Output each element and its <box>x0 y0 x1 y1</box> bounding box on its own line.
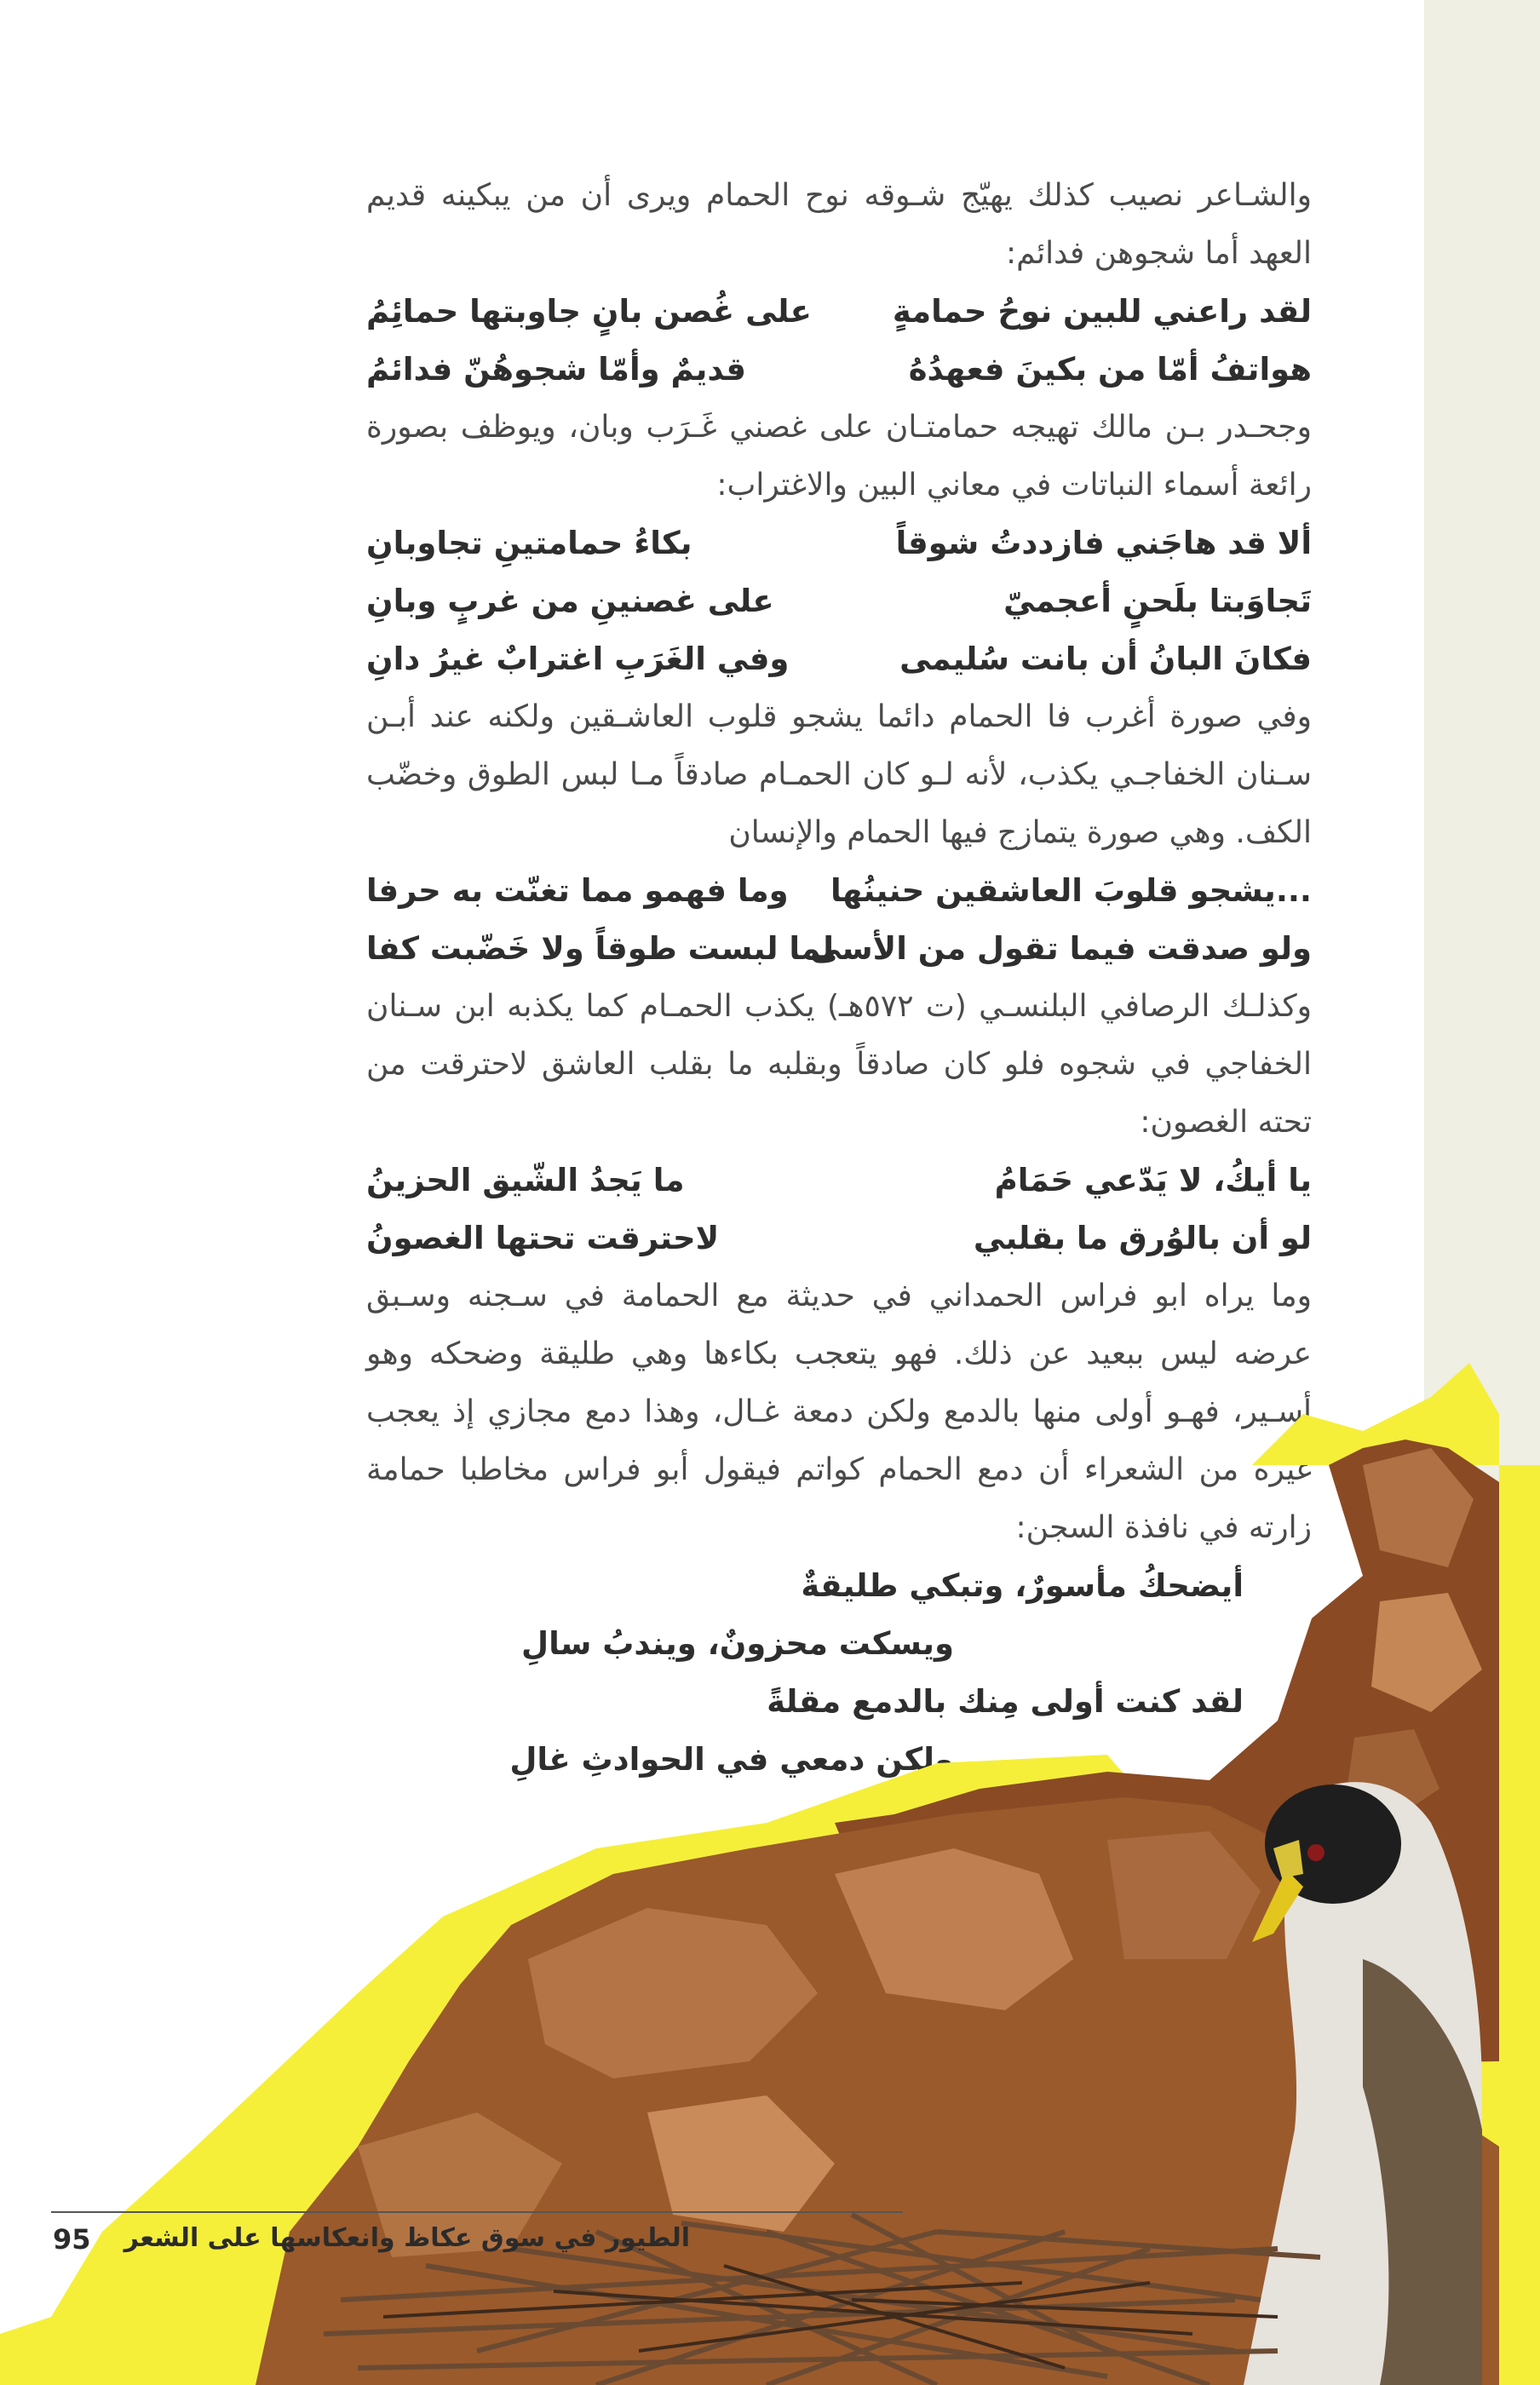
verse-line <box>366 514 1312 572</box>
verse-line <box>366 1210 1312 1267</box>
verse-line <box>366 920 1312 978</box>
paragraph: والشـاعر نصيب كذلك يهيّج شـوقه نوح الحمام ويرى أن من يبكينه قديم العهد أما شجوهن فدائم: <box>366 178 1312 271</box>
footer-rule <box>51 2211 903 2213</box>
paragraph: وكذلـك الرصافي البلنسـي (ت ٥٧٢هـ) يكذب الحمـام كما يكذبه ابن سـنان الخفاجي في شجوه فلو كان صادقاً وبقلبه ما بقلب العاشق لاحترقت من تحته الغصون: <box>366 989 1312 1140</box>
verse-hemistich-second: لما لبست طوقاً ولا خَضّبت كفا <box>366 930 834 967</box>
verse-hemistich-first: ألا قد هاجَني فازددتُ شوقاً <box>895 525 1312 561</box>
page-number: 95 <box>53 2223 91 2256</box>
verse-line <box>366 862 1312 920</box>
verse-hemistich-second: لاحترقت تحتها الغصونُ <box>366 1220 720 1256</box>
paragraph: وفي صورة أغرب فا الحمام دائما يشجو قلوب العاشـقين ولكنه عند أبـن سـنان الخفاجـي يكذب، لأنه لـو كان الحمـام صادقاً مـا لبس الطوق وخضّب الكف. وهي صورة يتمازج فيها الحمام والإنسان <box>366 699 1312 850</box>
verse-hemistich-first: فكانَ البانُ أن بانت سُليمى <box>899 641 1312 677</box>
paragraph: وما يراه ابو فراس الحمداني في حديثة مع الحمامة في سـجنه وسـبق عرضه ليس ببعيد عن ذلك. فهو يتعجب بكاءها وهي طليقة وضحكه وهو أسـير، فهـو أولى منها بالدمع ولكن دمعة غـال، وهذا دمع مجازي إذ يعجب غيره من الشعراء أن دمع الحمام كواتم فيقول أبو فراس مخاطبا حمامة زارته في نافذة السجن: <box>366 1279 1312 1545</box>
paragraph: وجحـدر بـن مالك تهيجه حمامتـان على غصني غَـرَب وبان، ويوظف بصورة رائعة أسماء النباتات في معاني البين والاغتراب: <box>366 410 1312 503</box>
verse-hemistich-first: يا أيكُ، لا يَدّعي حَمَامُ <box>994 1162 1312 1198</box>
verse-line <box>366 341 1312 399</box>
verse-hemistich-second: على غُصن بانٍ جاوبتها حمائِمُ <box>366 293 812 330</box>
verse-line <box>366 630 1312 688</box>
stanza-line: لقد كنت أولى مِنك بالدمع مقلةً <box>767 1683 1244 1720</box>
verse-hemistich-second: وفي الغَرَبِ اغترابٌ غيرُ دانِ <box>366 641 790 677</box>
verse-hemistich-first: لقد راعني للبين نوحُ حمامةٍ <box>892 293 1312 330</box>
verse-hemistich-first: هواتفُ أمّا من بكينَ فعهدُهُ <box>908 351 1312 388</box>
verse-line <box>366 1152 1312 1210</box>
stanza-line: أيضحكُ مأسورٌ، وتبكي طليقةٌ <box>801 1567 1244 1604</box>
verse-hemistich-second: قديمٌ وأمّا شجوهُنّ فدائمُ <box>366 351 747 388</box>
verse-hemistich-second: وما فهمو مما تغنّت به حرفا <box>366 872 789 909</box>
verse-hemistich-first: ولو صدقت فيما تقول من الأسى <box>809 930 1312 967</box>
verse-line <box>366 572 1312 630</box>
verse-hemistich-second: على غصنينِ من غربٍ وبانِ <box>366 583 774 619</box>
stanza-line: ولكن دمعي في الحوادثِ غالِ <box>509 1741 954 1778</box>
bird-eye-shape <box>1307 1844 1325 1861</box>
verse-hemistich-first: ...يشجو قلوبَ العاشقين حنينُها <box>830 872 1312 909</box>
verse-hemistich-first: تَجاوَبتا بلَحنٍ أعجميّ <box>1003 583 1312 619</box>
verse-hemistich-second: ما يَجدُ الشّيق الحزينُ <box>366 1162 685 1198</box>
verse-hemistich-first: لو أن بالوُرق ما بقلبي <box>973 1220 1312 1256</box>
running-footer-title: الطيور في سوق عكاظ وانعكاسها على الشعر <box>124 2223 690 2253</box>
verse-hemistich-second: بكاءُ حمامتينِ تجاوبانِ <box>366 525 692 561</box>
verse-line <box>366 283 1312 341</box>
stanza-line: ويسكت محزونٌ، ويندبُ سالِ <box>520 1625 954 1662</box>
